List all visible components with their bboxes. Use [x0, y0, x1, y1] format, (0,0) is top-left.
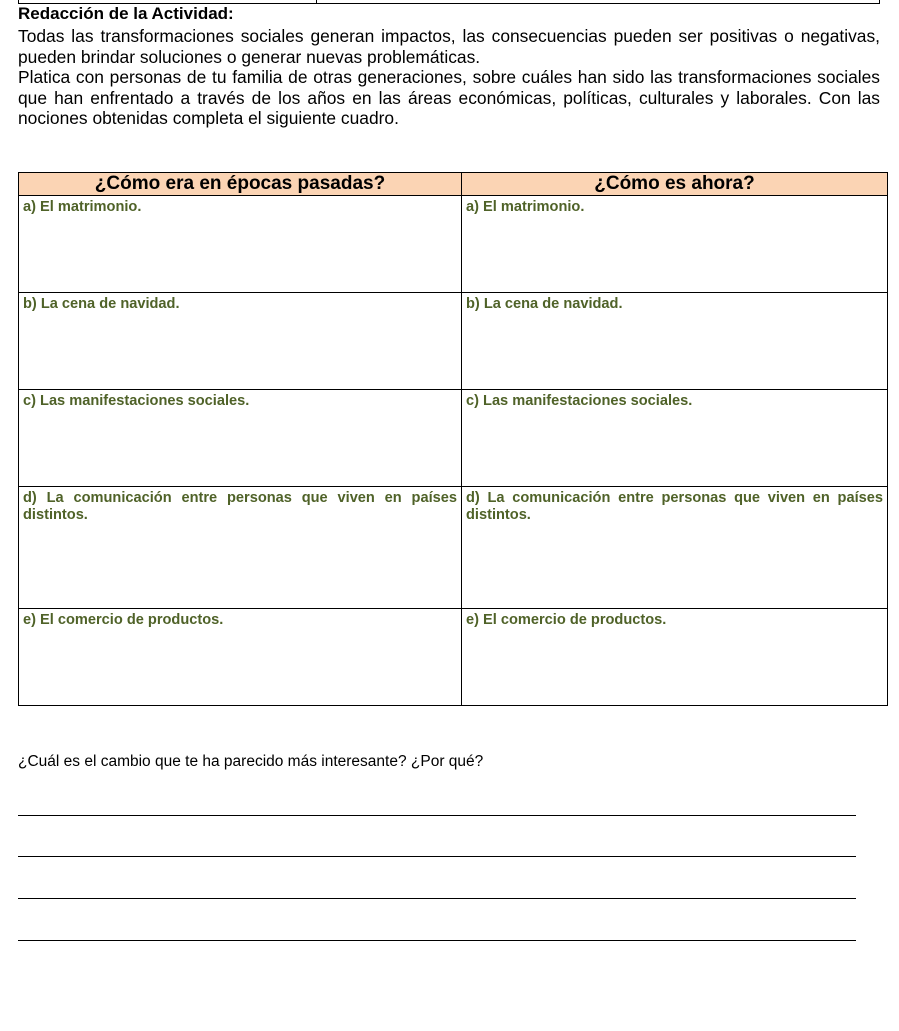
cell-now-commerce[interactable]: e) El comercio de productos. — [462, 609, 888, 706]
cell-past-christmas-dinner[interactable]: b) La cena de navidad. — [19, 293, 462, 390]
cell-now-marriage[interactable]: a) El matrimonio. — [462, 196, 888, 293]
cell-now-social-demonstrations[interactable]: c) Las manifestaciones sociales. — [462, 390, 888, 487]
header-now: ¿Cómo es ahora? — [462, 173, 888, 196]
cell-past-communication[interactable]: d) La comunicación entre personas que viven en países distintos. — [19, 487, 462, 609]
intro-paragraph-1: Todas las transformaciones sociales generan impactos, las consecuencias pueden ser positivas o negativas, pueden brindar soluciones o generar nuevas problemáticas. — [18, 26, 880, 67]
answer-line-4[interactable] — [18, 940, 856, 941]
comparison-table — [18, 172, 888, 706]
table-row — [19, 196, 888, 293]
cell-past-social-demonstrations[interactable]: c) Las manifestaciones sociales. — [19, 390, 462, 487]
cell-past-commerce[interactable]: e) El comercio de productos. — [19, 609, 462, 706]
cell-now-christmas-dinner[interactable]: b) La cena de navidad. — [462, 293, 888, 390]
reflection-question: ¿Cuál es el cambio que te ha parecido más interesante? ¿Por qué? — [18, 753, 484, 770]
table-row — [19, 390, 888, 487]
answer-line-3[interactable] — [18, 898, 856, 899]
table-header-row — [19, 173, 888, 196]
header-past: ¿Cómo era en épocas pasadas? — [19, 173, 462, 196]
answer-line-2[interactable] — [18, 856, 856, 857]
top-table-divider — [316, 0, 317, 4]
activity-intro — [18, 26, 880, 129]
table-row — [19, 609, 888, 706]
answer-line-1[interactable] — [18, 815, 856, 816]
cell-past-marriage[interactable]: a) El matrimonio. — [19, 196, 462, 293]
table-row — [19, 293, 888, 390]
intro-paragraph-2: Platica con personas de tu familia de otras generaciones, sobre cuáles han sido las transformaciones sociales que han enfrentado a través de los años en las áreas económicas, políticas, culturales y laborales. Con las nociones obtenidas completa el siguiente cuadro. — [18, 67, 880, 128]
cell-now-communication[interactable]: d) La comunicación entre personas que viven en países distintos. — [462, 487, 888, 609]
activity-heading: Redacción de la Actividad: — [18, 4, 234, 23]
table-row — [19, 487, 888, 609]
